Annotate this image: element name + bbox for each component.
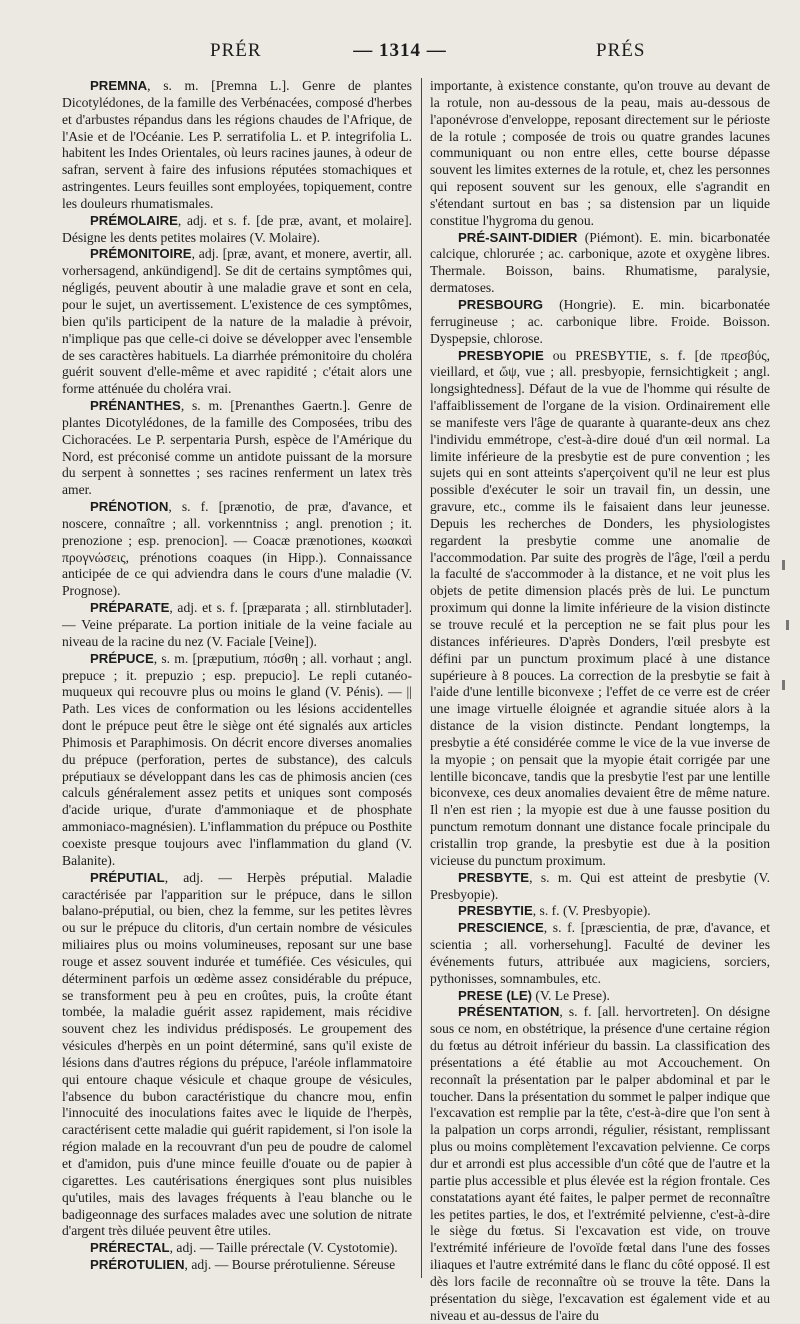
entry-headword: PREMNA [90,78,148,93]
entry-text: , adj. et s. f. [præparata ; all. stirnblutader]. — Veine préparate. La portion initiale de la veine faciale au niveau de la racine du nez (V. Faciale [Veine]). [62,600,412,649]
entry-text: , adj. [præ, avant, et monere, avertir, all. vorhersagend, ankündigend]. Se dit de certains symptômes qui, négligés, peuvent aboutir à une maladie grave et sont en cela, pour le sujet, un avertissement. L'existence de ces symptômes, bien qu'ils participent de la nature de la maladie à prévoir, n'implique pas que celle-ci doive se développer avec l'ensemble de ses caractères habituels. La diarrhée prémonitoire du choléra guérit souvent d'elle-même et avec rapidité ; c'était alors une forme atténuée du choléra vrai. [62,246,412,397]
entry-text: (V. Le Prese). [532,987,610,1003]
entry-text: , adj. — Herpès préputial. Maladie caractérisée par l'apparition sur le prépuce, dans le sillon balano-préputial, ou bien, chez la femme, sur les petites lèvres ou sur le prépuce du clitoris, d'un certain nombre de vésicules miliaires plus ou moins volumineuses, reposant sur une base rouge et assez souvent indurée et tuméfiée. Ces vésicules, qui déterminent parfois un œdème assez considérable du prépuce, se transforment peu à peu en croûtes, puis, la croûte étant tombée, la maladie guérit assez rapidement, mais récidive souvent chez les individus prédisposés. Le groupement des vésicules d'herpès en un point déterminé, sans qu'il existe de lésions dans d'autres régions du prépuce, l'aréole inflammatoire qui entoure chaque vésicule et chaque groupe de vésicules, l'absence du bubon caractéristique du chancre mou, enfin l'innocuité des inoculations faites avec le liquide de l'herpès, caractérisent cette maladie qui guérit rapidement, si l'on isole la région malade en la recouvrant d'un peu de poudre de calomel et d'amidon, puis d'une mince feuille d'ouate ou de papier à cigarettes. Les cautérisations énergiques sont plus nuisibles qu'utiles, mais des lavages fréquents à l'eau blanche ou le badigeonnage des surfaces malades avec une solution de nitrate d'argent très diluée peuvent être utiles. [62,869,412,1239]
left-column [62,78,412,1274]
entry-headword: PRÉPUTIAL [90,869,165,885]
entry-text: , s. m. [præputium, πόσθη ; all. vorhaut ; angl. prepuce ; it. prepuzio ; esp. prepucio]. Le repli cutanéo-muqueux qui recouvre plus ou moins le gland (V. Pénis). — || Path. Les vices de conformation ou les lésions accidentelles dont le prépuce peut être le siège ont été signalés aux articles Phimosis et Paraphimosis. On décrit encore diverses anomalies du prépuce (perforation, pertes de substance), des calculs préputiaux se développant dans les cas de phimosis ancien (ces calculs généralement assez petits et uniques sont composés d'acide urique, d'urate d'ammoniaque et de phosphate ammoniaco-magnésien). L'inflammation du prépuce ou Posthite coexiste presque toujours avec l'inflammation du gland (V. Balanite). [62,650,412,868]
entry-headword: PRÉRECTAL [90,1240,170,1256]
dictionary-entry [430,870,770,904]
entry-headword: PRÉSENTATION [458,1004,560,1020]
right-column [430,78,770,1324]
margin-mark [786,620,789,630]
entry-text: , s. f. [prænotio, de præ, d'avance, et noscere, connaître ; all. vorkenntniss ; angl. prenotion ; it. prenozione ; esp. prenocion]. — Coacæ prænotiones, κωακαὶ προγνώσεις, prénotions coaques (in Hipp.). Connaissance anticipée de ce qui adviendra dans le cours d'une maladie (V. Prognose). [62,499,412,599]
entry-text: , s. m. Qui est atteint de presbytie (V. Presbyopie). [430,869,770,902]
dictionary-entry [430,903,770,920]
entry-headword: PRÉ-SAINT-DIDIER [458,229,578,245]
entry-text: , adj. et s. f. [de præ, avant, et molaire]. Désigne les dents petites molaires (V. Molaire). [62,212,412,245]
dictionary-entry [62,499,412,600]
entry-text: (Hongrie). E. min. bicarbonatée ferrugineuse ; ac. carbonique libre. Froide. Boisson. Dyspepsie, chlorose. [430,296,770,346]
dictionary-entry [62,600,412,651]
entry-text: , s. f. (V. Presbyopie). [532,903,651,919]
entry-text: , adj. — Bourse prérotulienne. Séreuse [184,1257,396,1273]
entry-text: importante, à existence constante, qu'on trouve au devant de la rotule, non au-dessous de la peau, mais au-dessous de l'aponévrose d'enveloppe, reposant directement sur le périoste de la rotule ; composée de trois ou quatre grandes lacunes communiquant ou non entre elles, cette bourse dépasse souvent les limites externes de la rotule, et, chez les personnes qui reposent souvent sur les genoux, elle s'agrandit en s'étendant surtout en bas ; sa distension par un liquide constitue l'hygroma du genou. [430,78,770,228]
dictionary-entry-continued [430,78,770,230]
dictionary-entry [62,398,412,499]
entry-headword: PRÉPARATE [90,600,170,616]
dictionary-entry [62,78,412,213]
entry-text: , s. f. [all. hervortreten]. On désigne sous ce nom, en obstétrique, la présence d'une certaine région du fœtus au détroit inférieur du bassin. La classification des présentations a été établie au mot Accouchement. On reconnaît la présentation par le palper abdominal et par le toucher. Dans la présentation du sommet le palper indique que l'excavation est remplie par la tête, c'est-à-dire que l'on sent à la palpation un corps arrondi, régulier, résistant, remplissant plus ou moins complètement l'excavation pelvienne. Ce corps dur et arrondi est plus accessible d'un côté que de l'autre et la partie plus accessible et plus élevée est la région frontale. Ces constatations ayant été faites, le palper permet de reconnaître les petites parties, le dos, et l'extrémité pelvienne, c'est-à-dire le siège du fœtus. Si l'excavation est vide, on trouve l'extrémité inférieure de l'ovoïde fœtal dans l'une des fosses iliaques et l'autre extrémité dans le flanc du côté opposé. Il est dès lors facile de reconnaître où se trouve la tête. Dans la présentation du siège, l'excavation est également vide et au niveau et au-dessus de l'aire du [430,1004,770,1323]
dictionary-entry [430,1004,770,1324]
entry-text: ou PRESBYTIE, s. f. [de πρεσβύς, vieillard, et ὤψ, vue ; all. presbyopie, fernsichtigkeit ; angl. longsightedness]. Défaut de la vue de l'homme qui résulte de l'affaiblissement de l'organe de la vision. Ordinairement elle se manifeste vers l'âge de quarante à quarante-deux ans chez l'individu emmétrope, c'est-à-dire doué d'un œil normal. La limite inférieure de la presbytie est de pure convention ; les sujets qui en sont atteints s'aperçoivent qu'il ne leur est plus possible d'exécuter le soir un travail fin, un dessin, une gravure, etc., comme ils le faisaient dans leur jeunesse. Depuis les recherches de Donders, les physiologistes regardent la presbytie comme une anomalie de l'accommodation. Par suite des progrès de l'âge, l'œil a perdu la faculté de s'accommoder à la distance, et ne voit plus les objets de petite dimension placés près de lui. Le punctum proximum qui donne la limite inférieure de la vision distincte se trouve reculé et la perception ne se fait plus pour les distances inférieures. D'après Donders, l'œil presbyte est défini par un punctum proximum placé à une distance supérieure à 8 pouces. La correction de la presbytie se fait à l'aide d'une lentille biconvexe ; l'effet de ce verre est de créer une image virtuelle éloignée et agrandie située alors à la distance de la vision distincte. Pendant longtemps, la presbytie a été considérée comme le vice de la vue inverse de la myopie ; on pensait que la myopie était corrigée par une lentille biconcave, tandis que la presbytie l'est par une lentille biconvexe, ces deux anomalies devaient être de même nature. Il n'en est rien ; la myopie est due à une fausse position du punctum remotum donnant une distance focale principale du cristallin trop grande, la presbytie est due à la position vicieuse du punctum proximum. [430,347,770,868]
dictionary-entry [430,230,770,297]
entry-text: , s. f. [præscientia, de præ, d'avance, et scientia ; all. vorhersehung]. Faculté de deviner les événements futurs, attribuée aux magiciens, sorciers, pythonisses, somnambules, etc. [430,920,770,986]
entry-headword: PRÉPUCE [90,650,154,666]
dictionary-entry [430,348,770,870]
entry-headword: PRÉMOLAIRE [90,212,178,228]
entry-headword: PRÉNOTION [90,499,169,515]
entry-headword: PRESBYOPIE [458,347,544,363]
entry-headword: PRÉMONITOIRE [90,246,192,262]
entry-headword: PRESE (LE) [458,987,533,1003]
dictionary-entry [62,1257,412,1274]
running-head-left: PRÉR [210,40,262,61]
dictionary-entry [62,651,412,870]
dictionary-entry [62,1240,412,1257]
dictionary-entry [62,870,412,1241]
dictionary-entry [430,920,770,987]
entry-text: (Piémont). E. min. bicarbonatée calcique, chlorurée ; ac. carbonique, azote et oxygène libres. Thermale. Boisson, bains. Rhumatisme, paralysie, dermatoses. [430,229,770,296]
entry-headword: PRÉROTULIEN [90,1257,185,1273]
dictionary-entry [62,213,412,247]
dictionary-entry [430,297,770,348]
entry-text: , s. m. [Prenanthes Gaertn.]. Genre de plantes Dicotylédones, de la famille des Composées, tribu des Cichoracées. Le P. serpentaria Pursh, espèce de l'Amérique du Nord, est préconisé comme un antidote puissant de la morsure du serpent à sonnettes ; ses racines renferment un latex très amer. [62,398,412,498]
entry-headword: PRÉNANTHES [90,398,181,414]
entry-headword: PRESBOURG [458,296,543,312]
margin-mark [782,680,785,690]
entry-text: , s. m. [Premna L.]. Genre de plantes Dicotylédones, de la famille des Verbénacées, composé d'herbes et d'arbustes répandus dans les régions chaudes de l'Afrique, de l'Asie et de l'Océanie. Les P. serratifolia L. et P. integrifolia L. habitent les Indes Orientales, où leurs racines jaunes, à odeur de safran, servent à faire des infusions réputées stomachiques et astringentes. Leurs feuilles sont employées, topiquement, contre les douleurs rhumatismales. [62,78,412,211]
page-header [0,40,800,70]
dictionary-entry [430,988,770,1005]
entry-headword: PRESBYTIE [458,903,533,919]
column-divider [421,78,422,1278]
margin-mark [782,560,785,570]
entry-text: , adj. — Taille prérectale (V. Cystotomie). [169,1240,398,1256]
margin-stamp [778,560,798,760]
page-number: — 1314 — [353,40,447,61]
entry-headword: PRESBYTE [458,869,530,885]
dictionary-entry [62,246,412,398]
running-head-right: PRÉS [596,40,646,61]
entry-headword: PRESCIENCE [458,920,544,936]
